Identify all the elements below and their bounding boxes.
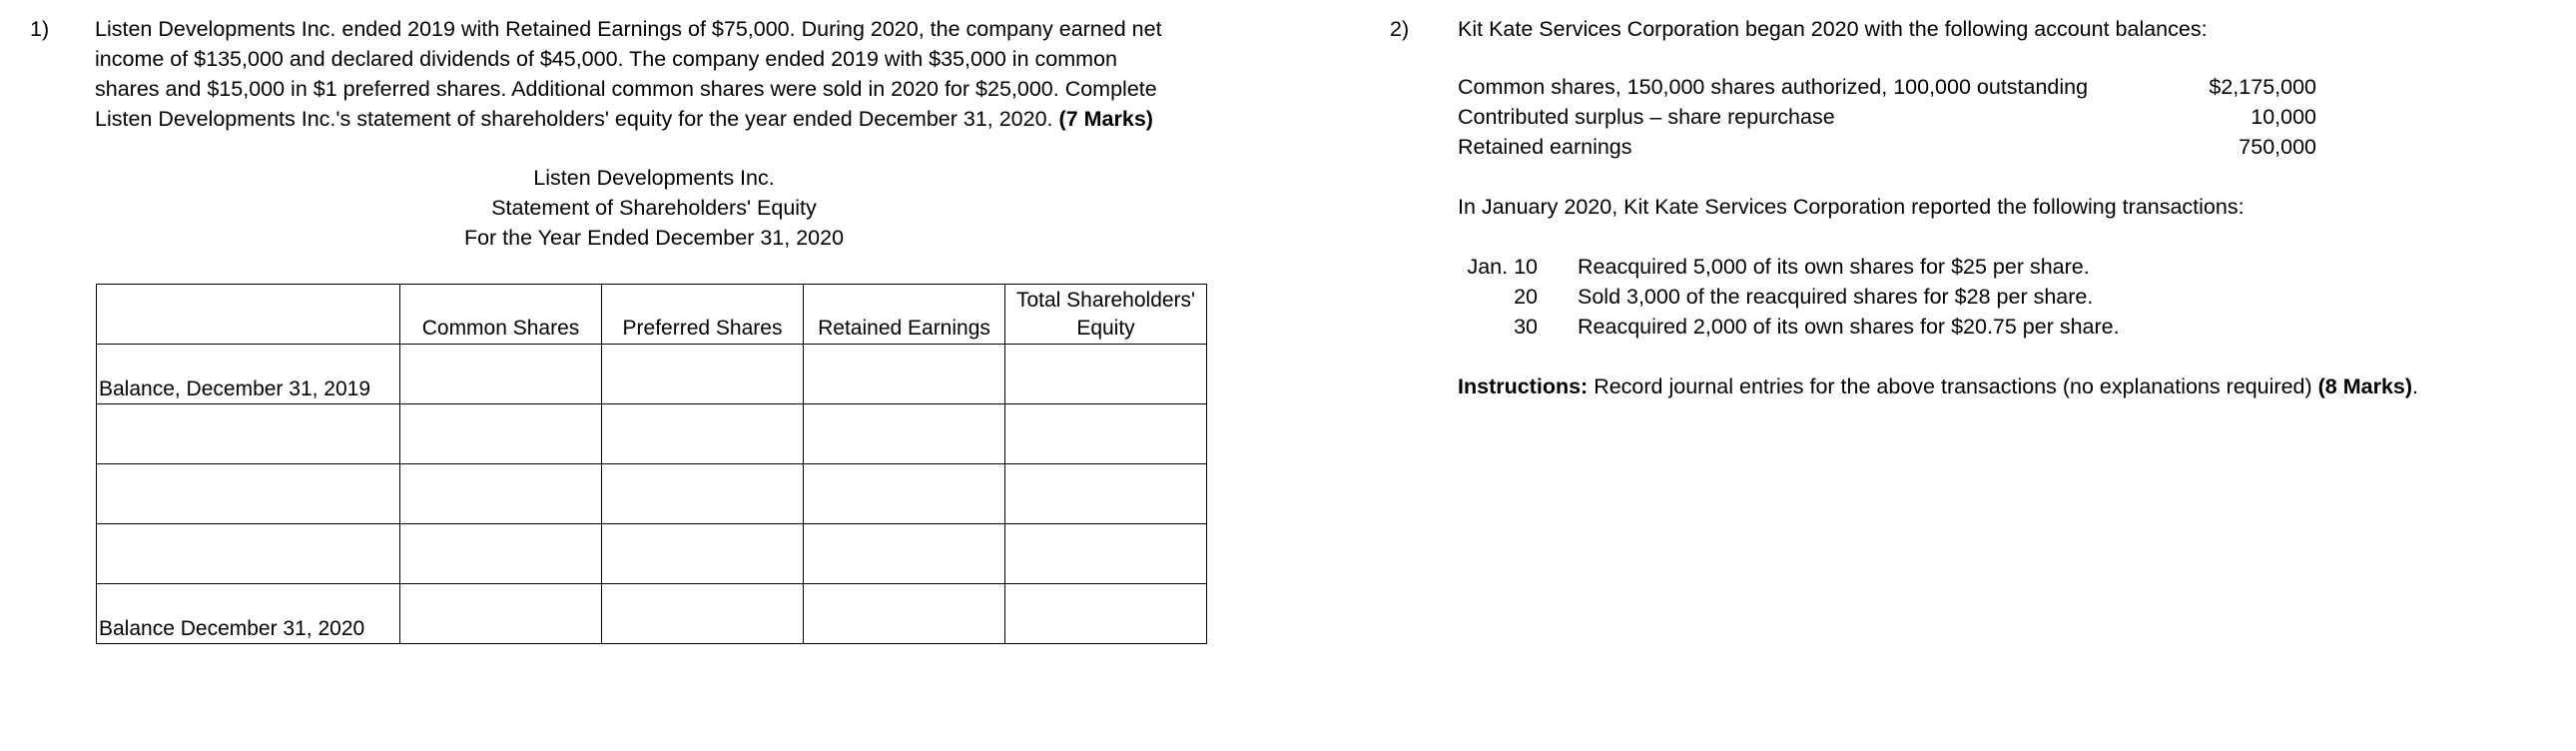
row-label-balance-2019: Balance, December 31, 2019 [97, 345, 400, 404]
header-total-line-1: Total Shareholders' [1015, 289, 1196, 312]
table-cell[interactable] [602, 404, 804, 464]
row-label-balance-2020: Balance December 31, 2020 [97, 584, 400, 644]
instructions-label: Instructions: [1458, 375, 1589, 398]
question-1-line-2: income of $135,000 and declared dividends of $45,000. The company ended 2019 with $35,000 in common [95, 47, 1117, 71]
row-label[interactable] [97, 404, 400, 464]
statement-title: Statement of Shareholders' Equity [491, 196, 817, 220]
table-cell[interactable] [1005, 404, 1207, 464]
question-2-number: 2) [1390, 17, 1410, 41]
question-2-instructions [1458, 372, 2418, 401]
header-total-equity [1005, 285, 1207, 345]
question-1-line-1: Listen Developments Inc. ended 2019 with Retained Earnings of $75,000. During 2020, the company earned net [95, 17, 1162, 41]
table-cell[interactable] [1005, 524, 1207, 584]
shareholders-equity-table [96, 284, 1207, 644]
table-cell[interactable] [804, 345, 1005, 404]
question-1-number: 1) [30, 17, 50, 41]
transaction-date: Jan. 10 [1467, 255, 1538, 279]
table-row [97, 404, 1207, 464]
header-total-line-2: Equity [1076, 317, 1135, 340]
table-cell[interactable] [400, 584, 602, 644]
table-cell[interactable] [804, 464, 1005, 524]
statement-company-name: Listen Developments Inc. [533, 166, 775, 190]
table-cell[interactable] [602, 584, 804, 644]
header-preferred-shares: Preferred Shares [602, 285, 804, 345]
instructions-period: . [2412, 375, 2419, 398]
table-cell[interactable] [602, 464, 804, 524]
table-row [97, 464, 1207, 524]
table-cell[interactable] [804, 584, 1005, 644]
table-cell[interactable] [804, 404, 1005, 464]
row-label[interactable] [97, 524, 400, 584]
balance-amount-contributed-surplus: 10,000 [2251, 105, 2316, 129]
table-row [97, 345, 1207, 404]
transactions-intro: In January 2020, Kit Kate Services Corporation reported the following transactions: [1458, 195, 2245, 219]
table-row [97, 524, 1207, 584]
question-1-text [95, 14, 1223, 134]
row-label[interactable] [97, 464, 400, 524]
balance-label-retained-earnings: Retained earnings [1458, 135, 1632, 159]
table-cell[interactable] [602, 524, 804, 584]
transaction-description: Reacquired 2,000 of its own shares for $20.75 per share. [1578, 315, 2120, 339]
transaction-description: Reacquired 5,000 of its own shares for $25 per share. [1578, 255, 2090, 279]
question-1-line-3: shares and $15,000 in $1 preferred shares. Additional common shares were sold in 2020 for $25,000. Complete [95, 77, 1157, 101]
header-common-shares: Common Shares [400, 285, 602, 345]
table-cell[interactable] [400, 345, 602, 404]
header-retained-earnings: Retained Earnings [804, 285, 1005, 345]
table-cell[interactable] [400, 524, 602, 584]
table-header-row [97, 285, 1207, 345]
table-cell[interactable] [1005, 345, 1207, 404]
instructions-text: Record journal entries for the above transactions (no explanations required) [1594, 375, 2312, 398]
table-row [97, 584, 1207, 644]
balance-label-common-shares: Common shares, 150,000 shares authorized, 100,000 outstanding [1458, 75, 2089, 99]
table-cell[interactable] [804, 524, 1005, 584]
transaction-date: 20 [1514, 285, 1538, 309]
table-cell[interactable] [400, 404, 602, 464]
table-cell[interactable] [1005, 584, 1207, 644]
question-1-line-4 [95, 104, 1223, 134]
table-cell[interactable] [400, 464, 602, 524]
question-1-line-4-text: Listen Developments Inc.'s statement of shareholders' equity for the year ended December 31, 2020. [95, 107, 1053, 131]
header-blank [97, 285, 400, 345]
balance-amount-retained-earnings: 750,000 [2239, 135, 2316, 159]
balance-label-contributed-surplus: Contributed surplus – share repurchase [1458, 105, 1835, 129]
table-cell[interactable] [1005, 464, 1207, 524]
balance-amount-common-shares: $2,175,000 [2209, 75, 2316, 99]
question-2-intro: Kit Kate Services Corporation began 2020 with the following account balances: [1458, 17, 2208, 41]
question-1-marks: (7 Marks) [1058, 107, 1153, 131]
transaction-description: Sold 3,000 of the reacquired shares for $28 per share. [1578, 285, 2094, 309]
question-2-marks: (8 Marks) [2317, 375, 2413, 398]
statement-period: For the Year Ended December 31, 2020 [463, 226, 845, 250]
table-cell[interactable] [602, 345, 804, 404]
transaction-date: 30 [1514, 315, 1538, 339]
